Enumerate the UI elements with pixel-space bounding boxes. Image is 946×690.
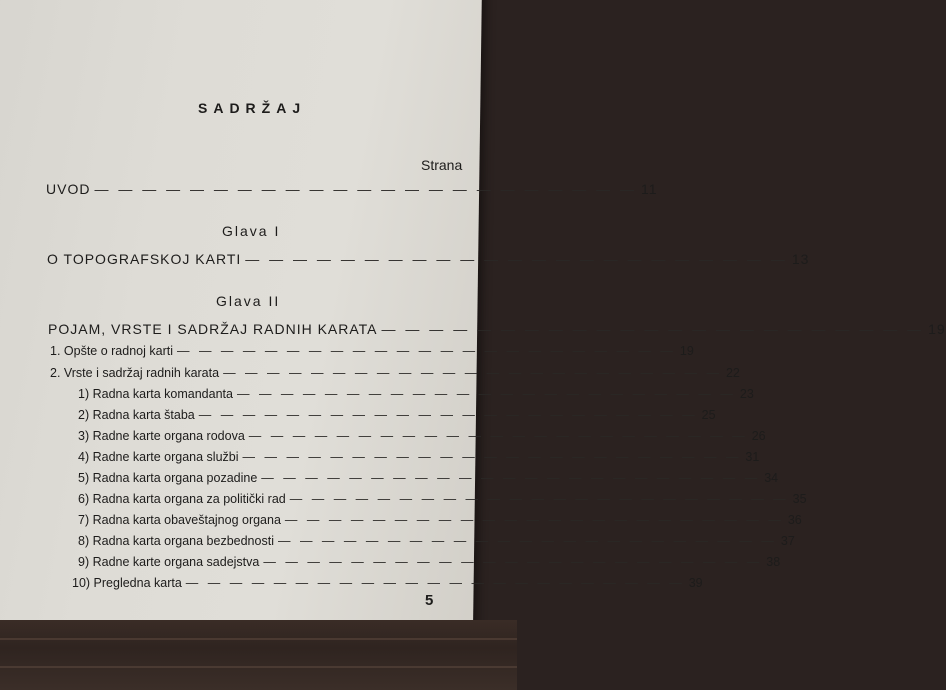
leader-dashes: — — — — — — — — — — — — — — — — — — — — — — — (289, 492, 789, 506)
toc-entry-pregledna-karta[interactable] (72, 576, 703, 590)
toc-entry-label: 2. Vrste i sadržaj radnih karata (50, 366, 220, 380)
toc-entry-label: 3) Radne karte organa rodova (78, 429, 245, 443)
toc-entry-obavestajni[interactable] (78, 513, 802, 527)
toc-entry-page: 25 (701, 408, 716, 422)
toc-entry-page: 36 (787, 513, 802, 527)
leader-dashes: — — — — — — — — — — — — — — — — — — — — — — — (261, 471, 761, 485)
toc-entry-page: 34 (764, 471, 779, 485)
toc-entry-sluzbe[interactable] (78, 450, 760, 464)
leader-dashes: — — — — — — — — — — — — — — — — — — — — — — — (236, 387, 736, 401)
toc-entry-komandant[interactable] (78, 387, 754, 401)
toc-entry-bezbednost[interactable] (78, 534, 795, 548)
leader-dashes: — — — — — — — — — — — — — — — — — — — — — — — (185, 576, 685, 590)
toc-entry-label: 2) Radna karta štaba (78, 408, 195, 422)
leader-dashes: — — — — — — — — — — — — — — — — — — — — — — — (198, 408, 698, 422)
toc-entry-politicki-rad[interactable] (78, 492, 807, 506)
toc-entry-uvod[interactable] (46, 181, 658, 197)
toc-entry-label: 6) Radna karta organa za politički rad (78, 492, 286, 506)
toc-entry-page: 26 (751, 429, 766, 443)
toc-entry-label: O TOPOGRAFSKOJ KARTI (47, 251, 242, 267)
toc-entry-label: 10) Pregledna karta (72, 576, 182, 590)
toc-entry-page: 11 (641, 181, 658, 197)
toc-entry-label: 7) Radna karta obaveštajnog organa (78, 513, 281, 527)
leader-dashes: — — — — — — — — — — — — — — — — — — — — — — — (94, 181, 638, 197)
toc-entry-page: 19 (928, 321, 946, 337)
toc-entry-pojam[interactable] (48, 321, 946, 337)
leader-dashes: — — — — — — — — — — — — — — — — — — — — — — — (245, 251, 788, 267)
toc-entry-page: 39 (688, 576, 703, 590)
toc-entry-page: 23 (739, 387, 754, 401)
leader-dashes: — — — — — — — — — — — — — — — — — — — — — — — (242, 450, 742, 464)
toc-entry-opste[interactable] (50, 344, 694, 358)
toc-entry-page: 19 (679, 344, 694, 358)
toc-entry-sadejstvo[interactable] (78, 555, 781, 569)
toc-entry-page: 13 (791, 251, 810, 267)
toc-entry-topografska-karta[interactable] (47, 251, 810, 267)
toc-entry-page: 38 (766, 555, 781, 569)
toc-entry-label: 8) Radna karta organa bezbednosti (78, 534, 274, 548)
chapter-heading-2: Glava II (216, 293, 281, 309)
leader-dashes: — — — — — — — — — — — — — — — — — — — — — — — (381, 321, 925, 337)
toc-entry-page: 35 (792, 492, 807, 506)
toc-entry-label: 5) Radna karta organa pozadine (78, 471, 258, 485)
toc-entry-page: 31 (745, 450, 760, 464)
page-title: SADRŽAJ (198, 100, 307, 116)
toc-entry-rodovi[interactable] (78, 429, 766, 443)
toc-entry-label: 4) Radne karte organa službi (78, 450, 239, 464)
leader-dashes: — — — — — — — — — — — — — — — — — — — — — — — (277, 534, 777, 548)
toc-entry-label: 1. Opšte o radnoj karti (50, 344, 173, 358)
page-number: 5 (425, 592, 434, 609)
toc-entry-page: 22 (725, 366, 740, 380)
leader-dashes: — — — — — — — — — — — — — — — — — — — — — — — (284, 513, 784, 527)
leader-dashes: — — — — — — — — — — — — — — — — — — — — — — — (263, 555, 763, 569)
toc-entry-stab[interactable] (78, 408, 716, 422)
toc-entry-pozadina[interactable] (78, 471, 779, 485)
toc-entry-page: 37 (780, 534, 795, 548)
toc-entry-label: 1) Radna karta komandanta (78, 387, 233, 401)
toc-entry-label: UVOD (46, 181, 91, 197)
toc-entry-label: POJAM, VRSTE I SADRŽAJ RADNIH KARATA (48, 321, 378, 337)
toc-entry-label: 9) Radne karte organa sadejstva (78, 555, 260, 569)
leader-dashes: — — — — — — — — — — — — — — — — — — — — — — — (248, 429, 748, 443)
leader-dashes: — — — — — — — — — — — — — — — — — — — — — — — (176, 344, 676, 358)
leader-dashes: — — — — — — — — — — — — — — — — — — — — — — — (223, 366, 722, 380)
chapter-heading-1: Glava I (222, 223, 281, 239)
toc-entry-vrste[interactable] (50, 366, 740, 380)
page-column-header: Strana (421, 157, 463, 173)
